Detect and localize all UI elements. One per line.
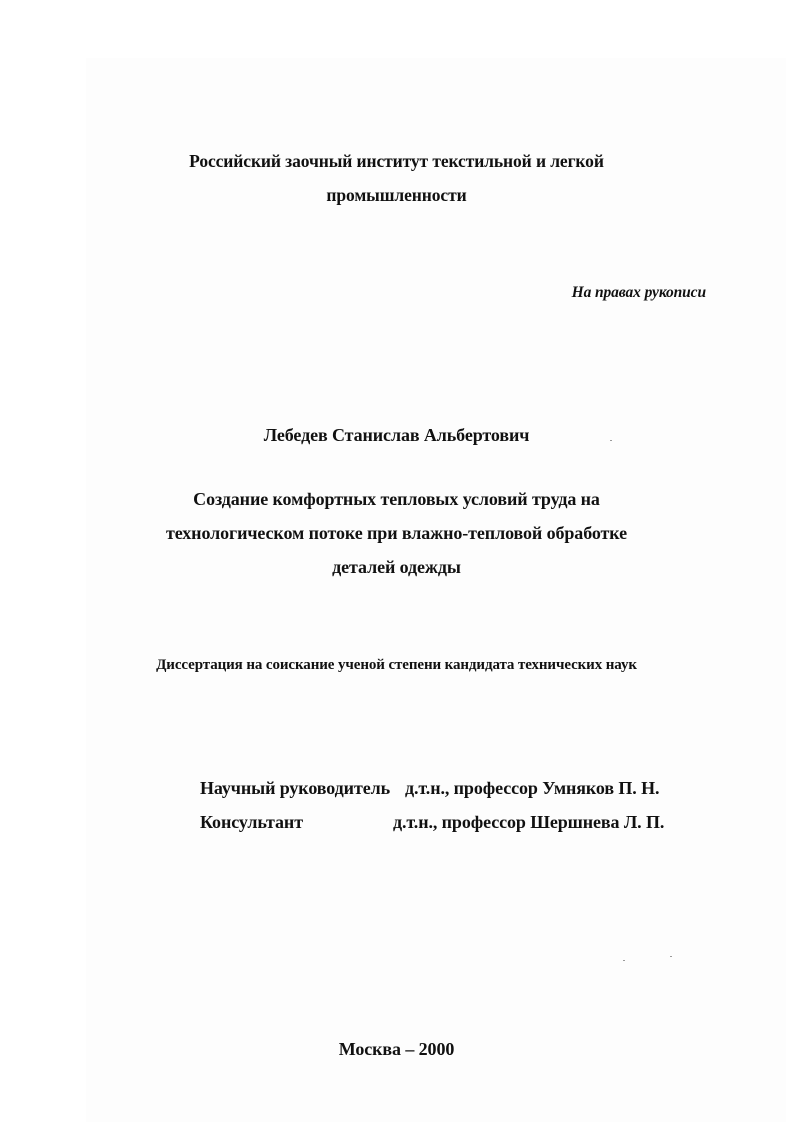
scientific-adviser-row <box>200 778 680 802</box>
dissertation-degree-statement: Диссертация на соискание ученой степени кандидата технических наук <box>156 657 637 673</box>
scan-speck <box>670 956 672 957</box>
consultant-name: д.т.н., профессор Шершнева Л. П. <box>393 812 665 832</box>
adviser-name: д.т.н., профессор Умняков П. Н. <box>405 778 660 798</box>
dissertation-title-line-1: Создание комфортных тепловых условий труда на <box>193 489 600 509</box>
dissertation-title-line-2: технологическом потоке при влажно-тепловой обработке <box>166 523 627 543</box>
dissertation-title-line-3: деталей одежды <box>332 557 461 577</box>
city-and-year: Москва – 2000 <box>338 1039 455 1059</box>
scan-speck <box>623 960 625 961</box>
consultant-row <box>200 812 680 836</box>
adviser-role: Научный руководитель <box>200 778 390 798</box>
institute-name-line-1: Российский заочный институт текстильной и легкой <box>189 151 604 171</box>
consultant-role: Консультант <box>200 812 303 832</box>
scan-background <box>86 58 786 1122</box>
manuscript-rights-note: На правах рукописи <box>571 284 706 301</box>
institute-name-line-2: промышленности <box>326 185 467 205</box>
author-name: Лебедев Станислав Альбертович <box>263 425 530 445</box>
scan-speck <box>610 440 612 441</box>
